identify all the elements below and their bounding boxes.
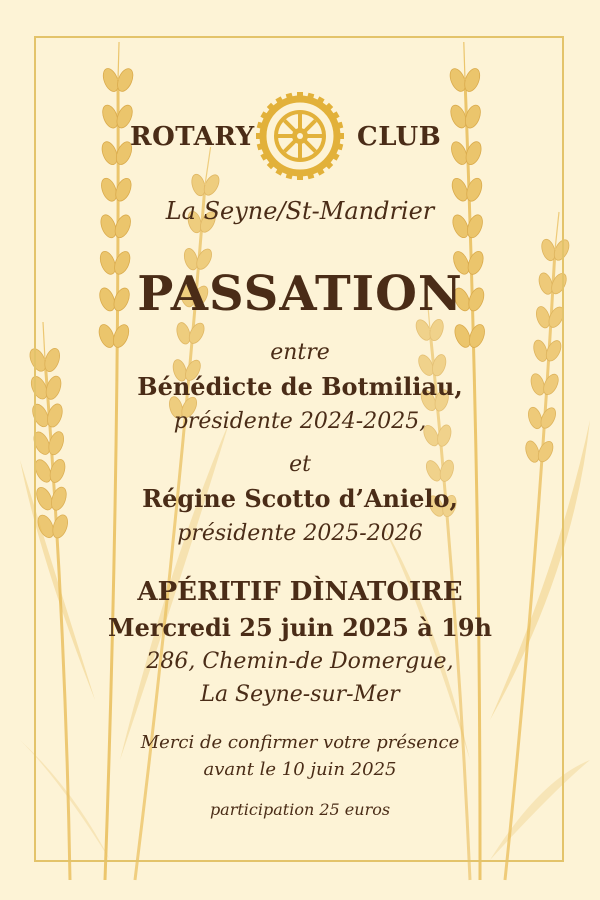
club-location: La Seyne/St-Mandrier [165, 197, 435, 225]
header-word-rotary: ROTARY [130, 122, 255, 152]
address-line-2: La Seyne-sur-Mer [200, 682, 400, 707]
aperitif-heading: APÉRITIF DÌNATOIRE [137, 577, 463, 607]
person1-name: Bénédicte de Botmiliau, [137, 372, 463, 401]
header-word-club: CLUB [357, 122, 442, 152]
rsvp-line-1: Merci de confirmer votre présence [140, 732, 460, 753]
rotary-wheel-icon [256, 92, 344, 180]
rsvp-line-2: avant le 10 juin 2025 [203, 759, 397, 780]
event-title: PASSATION [137, 266, 463, 322]
address-line-1: 286, Chemin-de Domergue, [146, 649, 454, 674]
between-word: entre [270, 340, 330, 365]
participation-fee: participation 25 euros [209, 800, 391, 819]
person2-role: présidente 2025-2026 [177, 521, 423, 546]
person1-role: présidente 2024-2025, [173, 409, 427, 434]
person2-name: Régine Scotto d’Anielo, [142, 484, 458, 513]
event-date: Mercredi 25 juin 2025 à 19h [108, 613, 492, 642]
and-word: et [289, 452, 311, 477]
